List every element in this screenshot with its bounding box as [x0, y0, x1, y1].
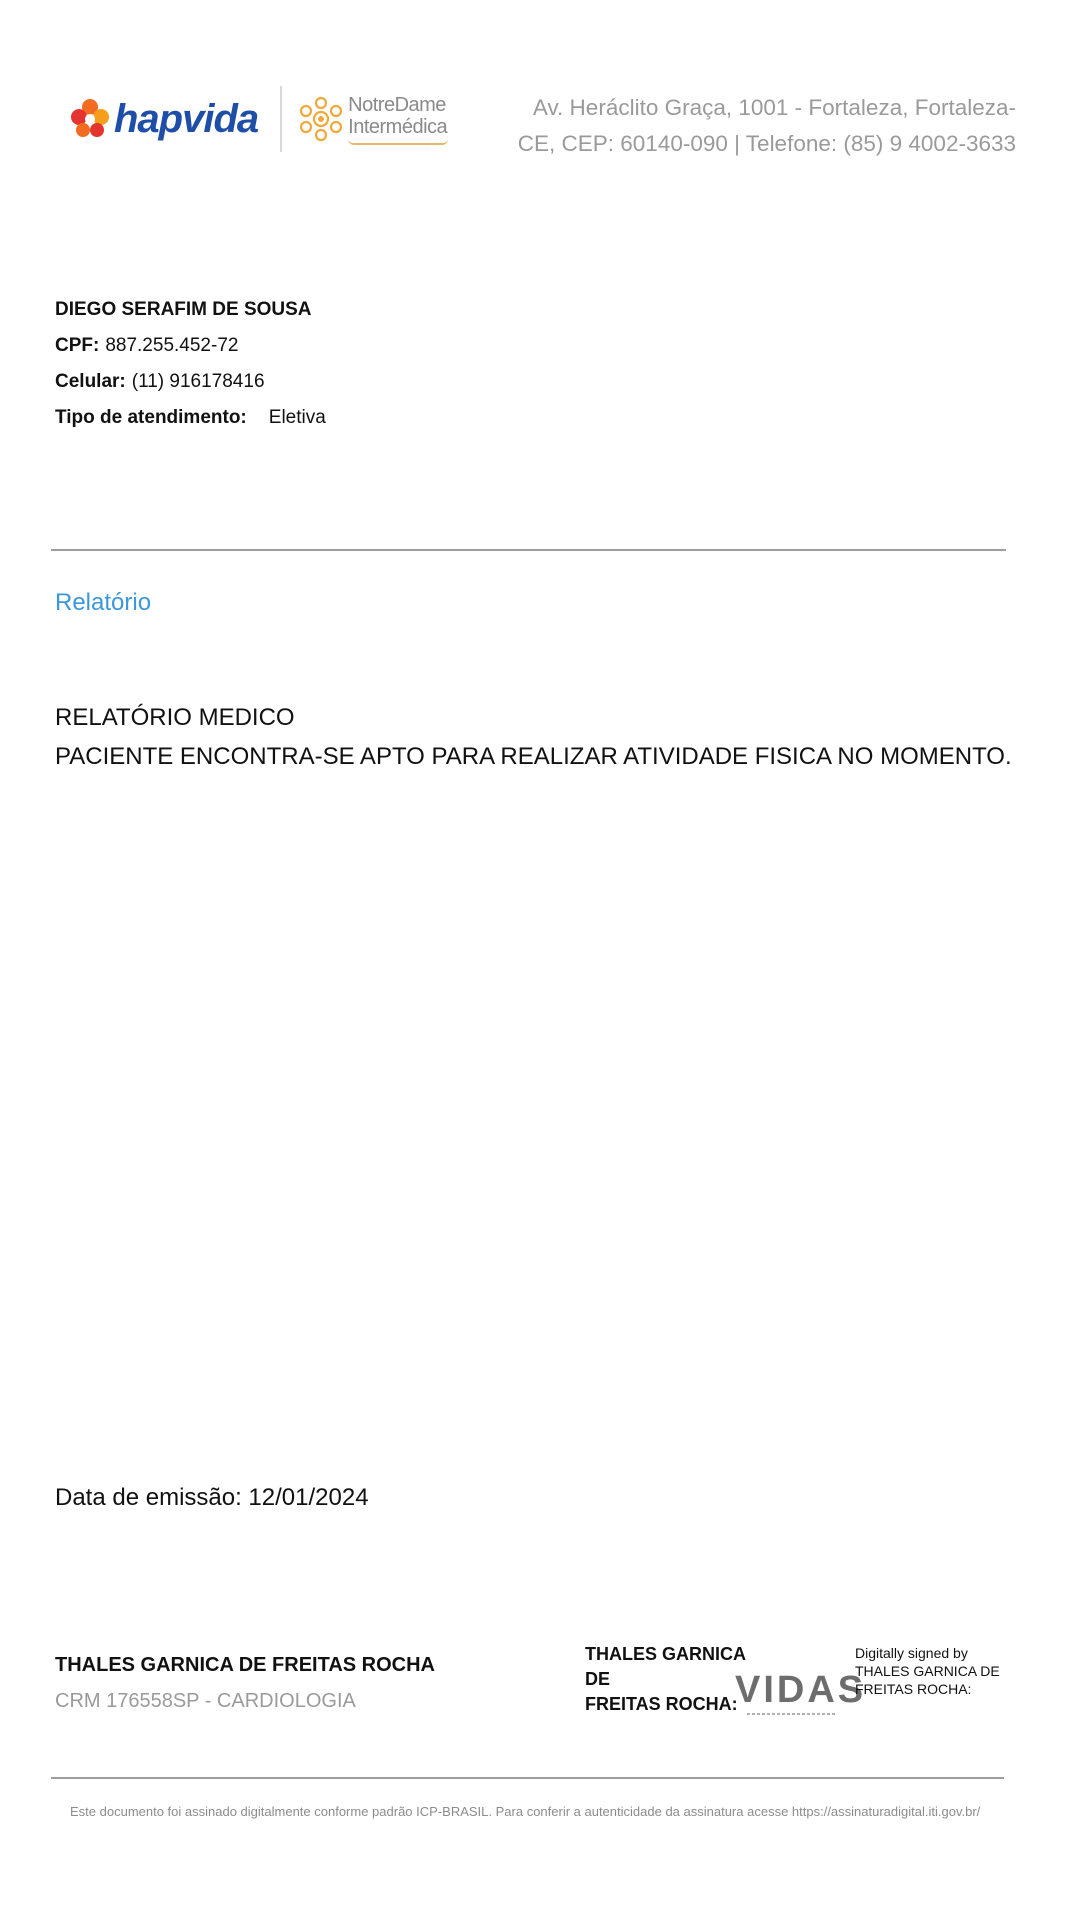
cpf-row	[55, 328, 326, 364]
notredame-line1: NotreDame	[348, 93, 446, 116]
footer-note: Este documento foi assinado digitalmente conforme padrão ICP-BRASIL. Para conferir a autenticidade da assinatura acesse https://assinaturadigital.iti.gov.br/	[70, 1804, 981, 1819]
vidas-stamp-text: VIDAS	[735, 1669, 867, 1711]
signature-name-line-1: THALES GARNICA DE	[585, 1644, 746, 1689]
hapvida-flower-icon	[70, 97, 110, 141]
notredame-swoosh	[348, 139, 448, 145]
doctor-block	[55, 1647, 435, 1719]
doctor-name: THALES GARNICA DE FREITAS ROCHA	[55, 1654, 435, 1676]
hapvida-logo	[70, 97, 258, 142]
notredame-line2: Intermédica	[348, 115, 448, 138]
signature-note-line-3: FREITAS ROCHA:	[855, 1681, 972, 1697]
service-type-row	[55, 400, 326, 436]
clinic-address	[496, 90, 1016, 162]
digital-signature	[585, 1638, 1025, 1718]
address-line-2: CE, CEP: 60140-090 | Telefone: (85) 9 4002-3633	[517, 131, 1016, 156]
cpf-value: 887.255.452-72	[105, 335, 239, 356]
report-line-2: PACIENTE ENCONTRA-SE APTO PARA REALIZAR ATIVIDADE FISICA NO MOMENTO.	[55, 743, 1012, 770]
signature-note	[855, 1644, 1030, 1698]
hapvida-wordmark: hapvida	[114, 96, 259, 141]
signature-name-line-2: FREITAS ROCHA:	[585, 1694, 738, 1714]
patient-info	[55, 292, 326, 436]
service-type-label: Tipo de atendimento:	[55, 407, 247, 428]
phone-label: Celular:	[55, 371, 126, 392]
section-title: Relatório	[55, 589, 152, 616]
phone-value: (11) 916178416	[131, 371, 265, 392]
phone-row	[55, 364, 326, 400]
signature-note-line-2: THALES GARNICA DE	[855, 1663, 1000, 1679]
patient-name: DIEGO SERAFIM DE SOUSA	[55, 299, 312, 320]
notredame-logo	[300, 94, 448, 145]
doctor-crm: CRM 176558SP - CARDIOLOGIA	[55, 1690, 356, 1712]
cpf-label: CPF:	[55, 335, 100, 356]
service-type-value: Eletiva	[268, 407, 326, 428]
issue-date: Data de emissão: 12/01/2024	[55, 1484, 369, 1511]
header-logos	[70, 84, 448, 154]
address-line-1: Av. Heráclito Graça, 1001 - Fortaleza, Fortaleza-	[532, 95, 1016, 120]
notredame-wordmark	[348, 94, 448, 145]
signature-note-line-1: Digitally signed by	[855, 1645, 968, 1661]
logo-divider	[280, 86, 282, 152]
notredame-sun-icon	[300, 96, 342, 142]
divider-top	[51, 549, 1006, 551]
vidas-stamp-logo	[731, 1662, 867, 1722]
divider-bottom	[51, 1777, 1004, 1779]
report-line-1: RELATÓRIO MEDICO	[55, 704, 295, 731]
report-body	[55, 698, 1012, 776]
